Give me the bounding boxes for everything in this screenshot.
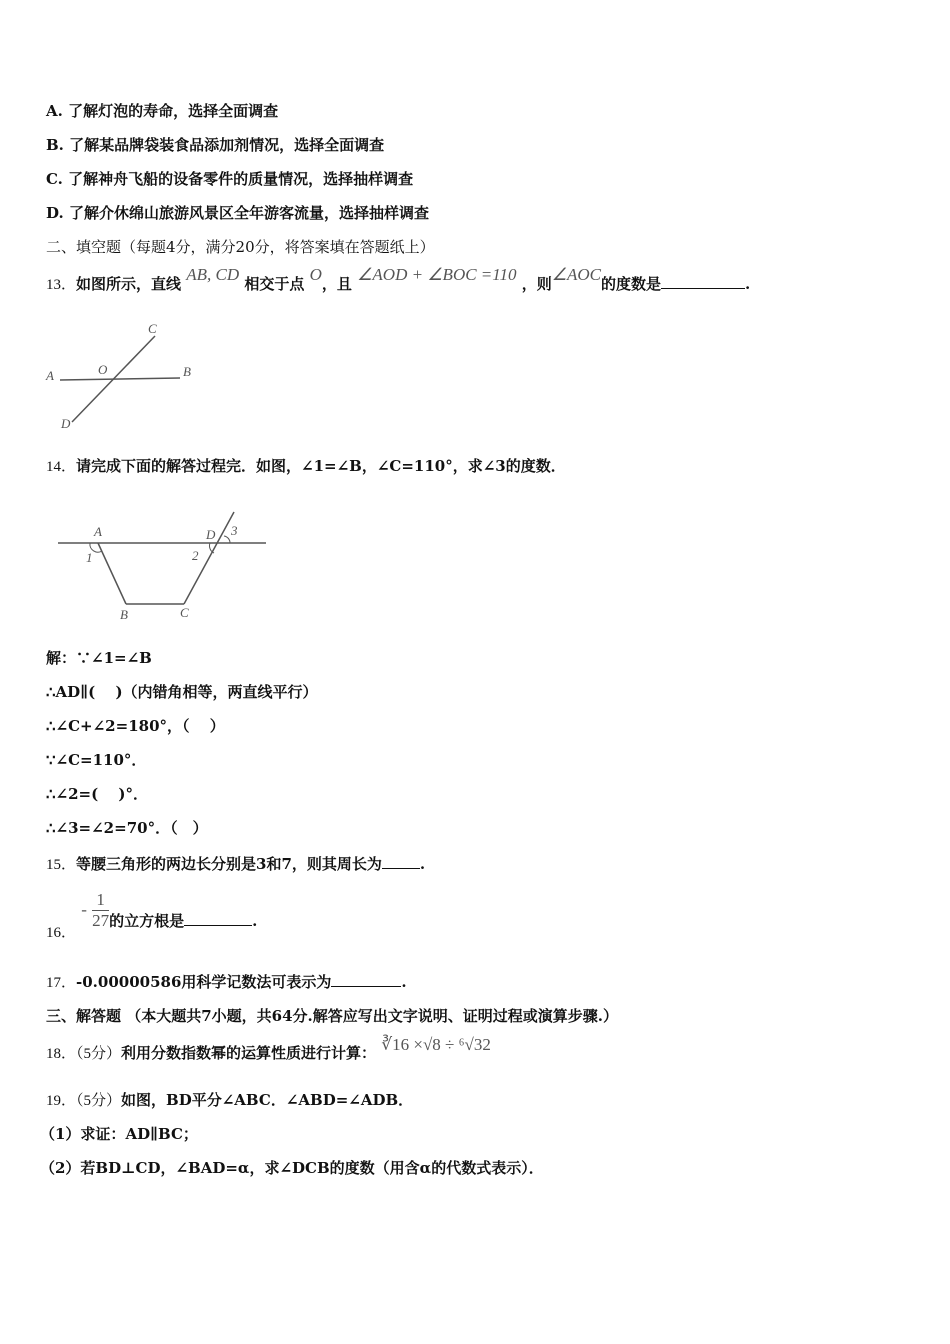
- label-angle-2: 2: [192, 548, 199, 563]
- option-text: 了解神舟飞船的设备零件的质量情况，选择抽样调查: [68, 170, 414, 188]
- option-label: C.: [46, 170, 63, 188]
- label-angle-3: 3: [231, 523, 238, 538]
- solution-step-1: 解：∵∠1=∠B: [46, 649, 152, 667]
- section-2-heading: 二、填空题（每题4分，满分20分，将答案填在答题纸上）: [46, 238, 435, 256]
- label-c: C: [180, 605, 189, 620]
- option-text: 了解介休绵山旅游风景区全年游客流量，选择抽样调查: [68, 204, 429, 222]
- solution-step-3: ∴∠C+∠2=180°，（ ）: [46, 717, 225, 735]
- option-label: B.: [46, 136, 64, 154]
- math-angle: ∠AOC: [551, 265, 602, 284]
- label-d: D: [61, 416, 71, 431]
- angle-3-arc: [224, 536, 230, 543]
- label-d: D: [206, 527, 216, 542]
- answer-blank: [331, 972, 401, 987]
- negative-sign: -: [81, 899, 87, 919]
- solution-step-6: ∴∠3=∠2=70°．（ ）: [46, 819, 208, 837]
- label-angle-1: 1: [86, 550, 93, 565]
- answer-blank: [184, 911, 252, 926]
- figure-trapezoid: [50, 510, 275, 625]
- label-o: O: [98, 362, 108, 377]
- question-15: 15．等腰三角形的两边长分别是3和7，则其周长为 .: [46, 855, 426, 873]
- solution-step-4: ∵∠C=110°．: [46, 751, 147, 769]
- option-b: [46, 135, 384, 155]
- question-13: 13．如图所示，直线 AB, CD 相交于点 O，且 ∠AOD + ∠BOC =110 ，则∠AOC的度数是 .: [46, 265, 751, 293]
- label-c: C: [148, 321, 157, 336]
- solution-step-2: ∴AD∥( )（内错角相等，两直线平行）: [46, 683, 318, 701]
- section-3-heading: 三、解答题 （本大题共7小题，共64分.解答应写出文字说明、证明过程或演算步骤.）: [46, 1007, 618, 1025]
- math-lines: AB, CD: [186, 265, 240, 284]
- math-expression: ∛16 ×√8 ÷ ⁶√32: [381, 1035, 491, 1054]
- answer-blank: [382, 854, 420, 869]
- question-17: 17．-0.00000586用科学记数法可表示为 .: [46, 973, 407, 991]
- answer-blank: [661, 274, 745, 289]
- question-19-part-1: （1）求证：AD∥BC；: [40, 1125, 198, 1143]
- option-c: [46, 169, 413, 189]
- fraction-denominator: 27: [92, 911, 110, 930]
- option-text: 了解灯泡的寿命，选择全面调查: [68, 102, 279, 120]
- line-ab: [60, 378, 180, 380]
- question-19-part-2: （2）若BD⊥CD，∠BAD=α，求∠DCB的度数（用含α的代数式表示）．: [40, 1159, 544, 1177]
- fraction-numerator: 1: [96, 890, 105, 909]
- question-16: 16． - $\frac{1}{27}$ 的立方根是 .: [46, 890, 258, 941]
- math-angle-sum: ∠AOD + ∠BOC =110: [357, 265, 517, 284]
- figure-intersecting-lines: [40, 318, 210, 438]
- fraction: [92, 890, 109, 931]
- option-label: D.: [46, 204, 64, 222]
- option-text: 了解某品牌袋装食品添加剂情况，选择全面调查: [69, 136, 385, 154]
- question-14: 14．请完成下面的解答过程完．如图，∠1=∠B，∠C=110°，求∠3的度数．: [46, 457, 566, 475]
- option-label: A.: [46, 102, 63, 120]
- label-b: B: [120, 607, 128, 622]
- question-18: 18．（5分）利用分数指数幂的运算性质进行计算： ∛16 ×√8 ÷ ⁶√32: [46, 1035, 491, 1062]
- segment-ab: [98, 543, 126, 604]
- label-a: A: [94, 524, 102, 539]
- option-d: [46, 203, 429, 223]
- question-19: 19．（5分）如图，BD平分∠ABC．∠ABD=∠ADB．: [46, 1091, 414, 1109]
- solution-step-5: ∴∠2=( )°．: [46, 785, 149, 803]
- option-a: [46, 101, 278, 121]
- label-a: A: [46, 368, 54, 383]
- math-point: O: [309, 265, 322, 284]
- label-b: B: [183, 364, 191, 379]
